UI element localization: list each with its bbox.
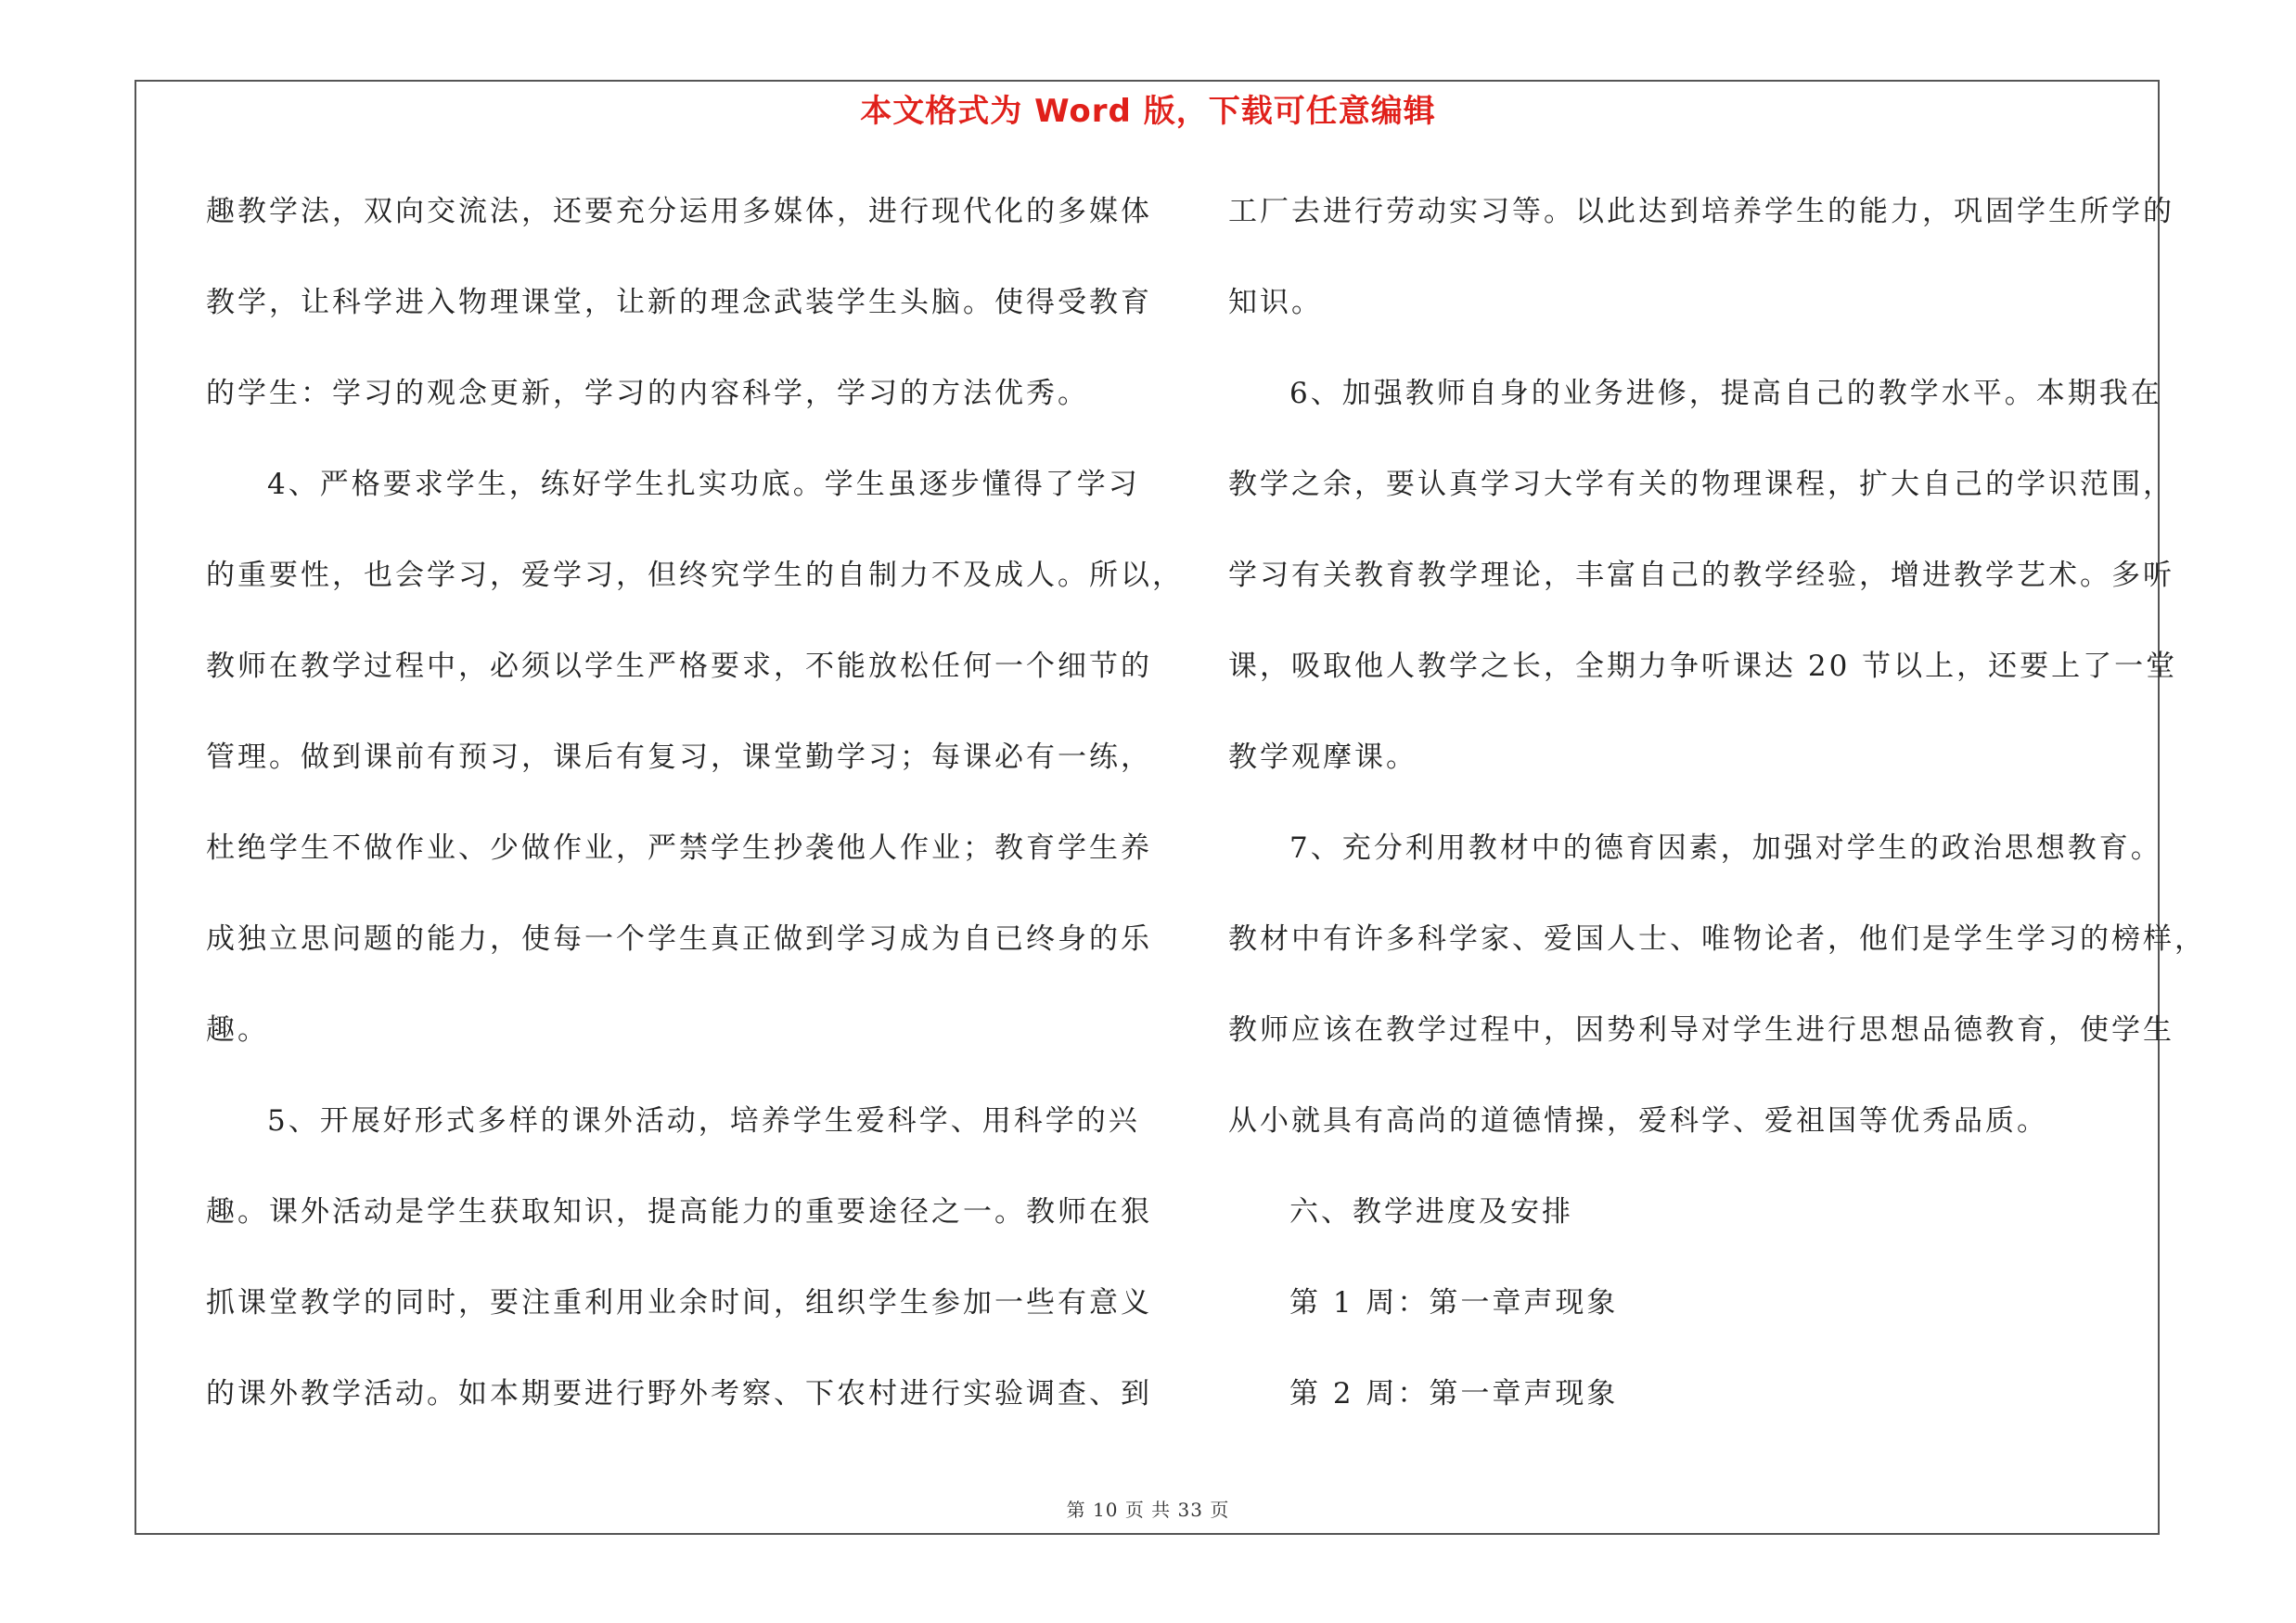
schedule-line: 第 2 周：第一章声现象 bbox=[1289, 1377, 1619, 1410]
paragraph-line: 教学，让科学进入物理课堂，让新的理念武装学生头脑。使得受教育 bbox=[206, 286, 1152, 319]
page-number-footer: 第 10 页 共 33 页 bbox=[1066, 1499, 1230, 1521]
paragraph-line: 5、开展好形式多样的课外活动，培养学生爱科学、用科学的兴 bbox=[267, 1104, 1140, 1138]
schedule-line: 第 1 周：第一章声现象 bbox=[1289, 1286, 1619, 1320]
paragraph-line: 教学之余，要认真学习大学有关的物理课程，扩大自己的学识范围， bbox=[1228, 468, 2174, 501]
paragraph-line: 教材中有许多科学家、爱国人士、唯物论者，他们是学生学习的榜样， bbox=[1228, 922, 2206, 956]
paragraph-line: 课，吸取他人教学之长，全期力争听课达 20 节以上，还要上了一堂 bbox=[1228, 650, 2178, 683]
paragraph-line: 4、严格要求学生，练好学生扎实功底。学生虽逐步懂得了学习 bbox=[267, 468, 1140, 501]
paragraph-line: 教师在教学过程中，必须以学生严格要求，不能放松任何一个细节的 bbox=[206, 650, 1152, 683]
paragraph-line: 教学观摩课。 bbox=[1228, 741, 1417, 774]
paragraph-line: 成独立思问题的能力，使每一个学生真正做到学习成为自已终身的乐 bbox=[206, 922, 1152, 956]
paragraph-line: 趣教学法，双向交流法，还要充分运用多媒体，进行现代化的多媒体 bbox=[206, 195, 1152, 228]
paragraph-line: 抓课堂教学的同时，要注重利用业余时间，组织学生参加一些有意义 bbox=[206, 1286, 1152, 1320]
paragraph-line: 的重要性，也会学习，爱学习，但终究学生的自制力不及成人。所以， bbox=[206, 559, 1184, 592]
paragraph-line: 6、加强教师自身的业务进修，提高自己的教学水平。本期我在 bbox=[1289, 377, 2162, 410]
paragraph-line: 工厂去进行劳动实习等。以此达到培养学生的能力，巩固学生所学的 bbox=[1228, 195, 2174, 228]
format-note-header: 本文格式为 Word 版，下载可任意编辑 bbox=[860, 93, 1436, 130]
paragraph-line: 7、充分利用教材中的德育因素，加强对学生的政治思想教育。 bbox=[1289, 831, 2162, 865]
paragraph-line: 的课外教学活动。如本期要进行野外考察、下农村进行实验调查、到 bbox=[206, 1377, 1152, 1410]
paragraph-line: 管理。做到课前有预习，课后有复习，课堂勤学习；每课必有一练， bbox=[206, 741, 1152, 774]
paragraph-line: 从小就具有高尚的道德情操，爱科学、爱祖国等优秀品质。 bbox=[1228, 1104, 2048, 1138]
paragraph-line: 知识。 bbox=[1228, 286, 1323, 319]
paragraph-line: 的学生：学习的观念更新，学习的内容科学，学习的方法优秀。 bbox=[206, 377, 1089, 410]
paragraph-line: 趣。 bbox=[206, 1013, 269, 1047]
paragraph-line: 趣。课外活动是学生获取知识，提高能力的重要途径之一。教师在狠 bbox=[206, 1195, 1152, 1229]
paragraph-line: 杜绝学生不做作业、少做作业，严禁学生抄袭他人作业；教育学生养 bbox=[206, 831, 1152, 865]
paragraph-line: 学习有关教育教学理论，丰富自己的教学经验，增进教学艺术。多听 bbox=[1228, 559, 2174, 592]
paragraph-line: 教师应该在教学过程中，因势利导对学生进行思想品德教育，使学生 bbox=[1228, 1013, 2174, 1047]
section-heading: 六、教学进度及安排 bbox=[1289, 1195, 1573, 1229]
